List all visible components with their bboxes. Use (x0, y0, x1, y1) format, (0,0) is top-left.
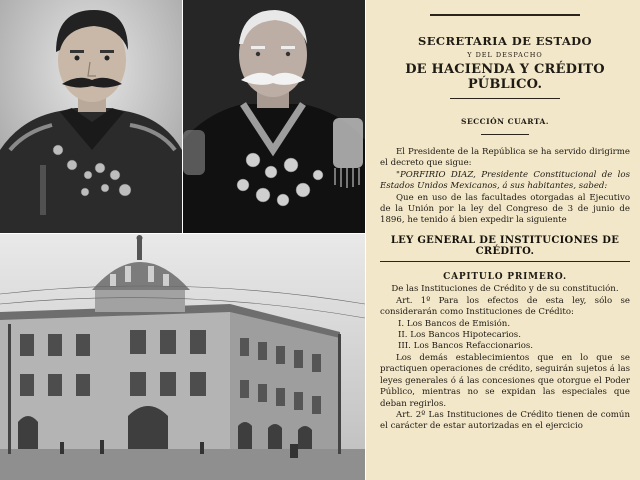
portrait-right-photo (183, 0, 365, 233)
doc-signatory: "PORFIRIO DIAZ, Presidente Constitucional de los Estados Unidos Mexicanos, á sus habitantes, sabed: (380, 169, 630, 192)
building-photo (0, 234, 365, 480)
portrait-elder-general-icon (183, 0, 365, 233)
portrait-young-general-icon (0, 0, 182, 233)
decree-document (366, 0, 640, 480)
list-item: III. Los Bancos Refaccionarios. (398, 341, 534, 352)
article-1: Art. 1º Para los efectos de esta ley, sólo se considerarán como Instituciones de Crédito: (380, 295, 630, 318)
doc-heading-despacho: Y DEL DESPACHO (467, 51, 543, 59)
domed-building-icon (0, 234, 365, 480)
section-rule (481, 134, 529, 135)
doc-recital: Que en uso de las facultades otorgadas al Ejecutivo de la Unión por la ley del Congreso de 3 de junio de 1896, he tenido á bien expedir la siguiente (380, 192, 630, 226)
list-item: II. Los Bancos Hipotecarios. (398, 330, 521, 341)
chapter-title: CAPITULO PRIMERO. (443, 271, 567, 282)
doc-heading-secretaria: SECRETARIA DE ESTADO (418, 34, 592, 48)
law-title: LEY GENERAL DE INSTITUCIONES DE CRÉDITO. (390, 234, 620, 257)
list-item: I. Los Bancos de Emisión. (398, 318, 511, 329)
chapter-subtitle: De las Instituciones de Crédito y de su constitución. (391, 283, 619, 294)
article-2: Art. 2º Las Instituciones de Crédito tienen de común el carácter de estar autorizadas en el ejercicio (380, 409, 630, 432)
heading-rule (450, 98, 560, 99)
doc-heading-hacienda: DE HACIENDA Y CRÉDITO PÚBLICO. (405, 62, 605, 92)
portrait-left-photo (0, 0, 182, 233)
bank-type-list (380, 319, 630, 353)
doc-paragraph-2: Los demás establecimientos que en lo que se practiquen operaciones de crédito, seguirán sujetos á las leyes generales ó á las concesiones que otorgue el Poder Público, mientras no se expidan las especiales que deban regirlos. (380, 352, 630, 409)
law-rule (380, 261, 630, 262)
doc-section: SECCIÓN CUARTA. (461, 117, 549, 126)
doc-intro: El Presidente de la República se ha servido dirigirme el decreto que sigue: (380, 147, 630, 169)
header-rule (430, 14, 580, 16)
